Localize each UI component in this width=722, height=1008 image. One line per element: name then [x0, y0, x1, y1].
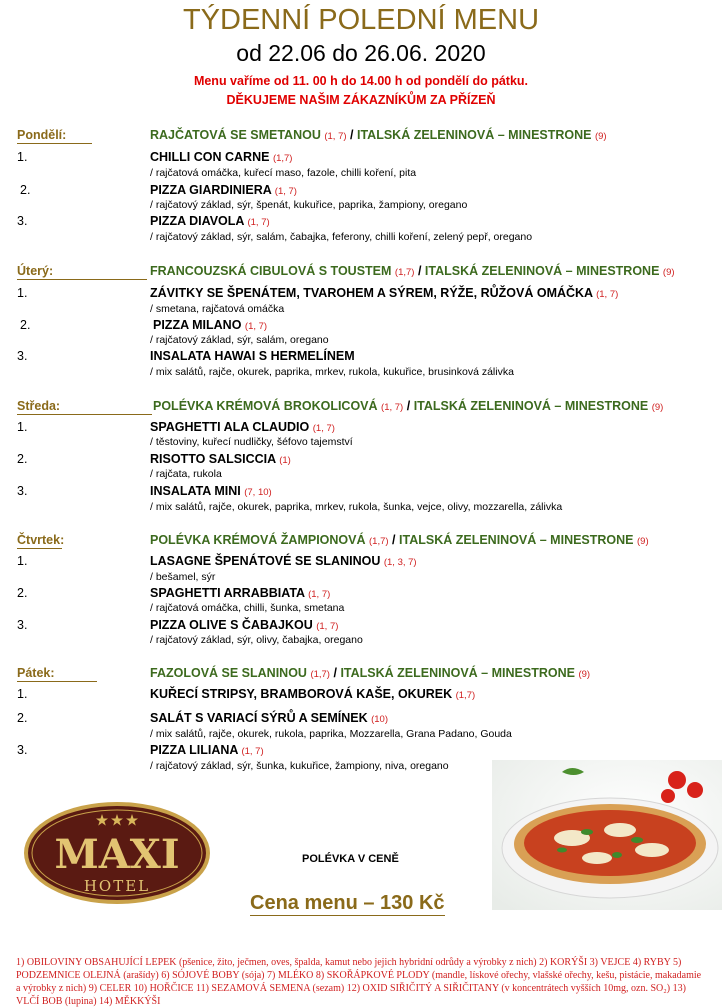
dish-allergens: (1, 7): [244, 321, 268, 332]
dish-title: INSALATA HAWAI S HERMELÍNEM: [150, 349, 355, 363]
soup-allergens: (9): [662, 267, 675, 278]
dish-description: / rajčatový základ, sýr, salám, oregano: [150, 334, 329, 346]
soup-allergens: (1,7): [394, 267, 415, 278]
hours-notice: Menu vaříme od 11. 00 h do 14.00 h od pondělí do pátku.: [193, 74, 529, 88]
day-label: Středa:: [17, 399, 61, 413]
day-label: Pondělí:: [17, 128, 67, 142]
logo-main-text: MAXI: [54, 831, 180, 878]
maxi-hotel-logo: [22, 800, 212, 906]
dish-name: [150, 214, 270, 228]
dish-title: CHILLI CON CARNE: [150, 150, 270, 164]
soup-name: RAJČATOVÁ SE SMETANOU: [150, 128, 321, 142]
dish-title: KUŘECÍ STRIPSY, BRAMBOROVÁ KAŠE, OKUREK: [150, 687, 453, 701]
dish-title: SPAGHETTI ALA CLAUDIO: [150, 420, 310, 434]
soup-name: ITALSKÁ ZELENINOVÁ – MINESTRONE: [356, 128, 592, 142]
item-number: 2.: [20, 318, 31, 332]
soup-allergens: (1, 7): [324, 131, 347, 142]
soup-name: ITALSKÁ ZELENINOVÁ – MINESTRONE: [399, 533, 634, 547]
soup-allergens: (9): [651, 402, 664, 413]
dish-title: PIZZA GIARDINIERA: [150, 183, 272, 197]
dish-name: [150, 484, 272, 498]
day-underline: [17, 279, 147, 280]
item-number: 2.: [17, 711, 28, 725]
dish-allergens: (1, 7): [241, 746, 264, 757]
day-soups: [150, 128, 607, 142]
day-label: Úterý:: [17, 264, 54, 278]
soup-separator: /: [417, 264, 422, 278]
item-number: 3.: [17, 214, 28, 228]
day-underline: [17, 143, 92, 144]
dish-title: ZÁVITKY SE ŠPENÁTEM, TVAROHEM A SÝREM, RÝŽE, RŮŽOVÁ OMÁČKA: [150, 286, 593, 300]
soup-allergens: (1, 7): [381, 402, 404, 413]
dish-description: / rajčatová omáčka, chilli, šunka, smetana: [150, 602, 345, 614]
dish-description: / rajčatový základ, sýr, špenát, kukuřice, paprika, žampiony, oregano: [150, 199, 468, 211]
dish-name: [153, 318, 267, 332]
dish-allergens: (1): [279, 455, 291, 466]
soup-name: FRANCOUZSKÁ CIBULOVÁ S TOUSTEM: [150, 264, 392, 278]
dish-name: [150, 183, 297, 197]
dish-description: / mix salátů, rajče, okurek, paprika, mrkev, rukola, kukuřice, brusinková zálivka: [150, 366, 514, 378]
dish-name: [150, 711, 388, 725]
soup-allergens: (9): [637, 536, 649, 547]
dish-title: SALÁT S VARIACÍ SÝRŮ A SEMÍNEK: [150, 711, 368, 725]
dish-description: / bešamel, sýr: [150, 571, 216, 583]
dish-description: / rajčatový základ, sýr, šunka, kukuřice, žampiony, niva, oregano: [150, 760, 449, 772]
dish-name: [150, 452, 291, 466]
dish-description: / smetana, rajčatová omáčka: [150, 303, 285, 315]
dish-description: / těstoviny, kuřecí nudličky, šéfovo tajemství: [150, 436, 353, 448]
soup-allergens: (9): [594, 131, 607, 142]
item-number: 2.: [17, 452, 28, 466]
logo-sub-text: HOTEL: [83, 877, 151, 895]
dish-allergens: (10): [371, 714, 388, 725]
thanks-notice: DĚKUJEME NAŠIM ZÁKAZNÍKŮM ZA PŘÍZEŇ: [226, 93, 496, 107]
allergen-legend: 1) OBILOVINY OBSAHUJÍCÍ LEPEK (pšenice, žito, ječmen, oves, špalda, kamut nebo jejich hybridní odrůdy a výrobky z nich) 2) KORÝŠI 3) VEJCE 4) RYBY 5) PODZEMNICE OLEJNÁ (arašídy) 6) SÓJOVÉ BOBY (sója) 7) MLÉKO 8) SKOŘÁPKOVÉ PLODY (mandle, lískové ořechy, vlašské ořechy, kešu, pistácie, makadamie a výrobky z nich) 9) CELER 10) HOŘČICE 11) SEZAMOVÁ SEMENA (sezam) 12) OXID SIŘIČITÝ A SIŘIČITANY (v koncentrátech vyšších 10mg, ozn. SO₂) 13) VLČÍ BOB (lupina) 14) MĚKKÝŠI: [16, 957, 702, 1007]
menu-price: Cena menu – 130 Kč: [250, 892, 445, 914]
dish-title: PIZZA MILANO: [153, 318, 242, 332]
dish-allergens: (1, 7): [596, 289, 619, 300]
dish-name: [150, 618, 338, 632]
day-label: Čtvrtek:: [17, 533, 65, 547]
soup-allergens: (9): [578, 669, 591, 680]
day-soups: [150, 533, 649, 547]
dish-description: / rajčatový základ, sýr, salám, čabajka, feferony, chilli koření, zelený pepř, oregano: [150, 231, 533, 243]
day-soups: [150, 666, 590, 680]
item-number: 3.: [17, 484, 28, 498]
item-number: 1.: [17, 554, 28, 568]
day-soups: [153, 399, 663, 413]
dish-description: / mix salátů, rajče, okurek, rukola, paprika, Mozzarella, Grana Padano, Gouda: [150, 728, 512, 740]
dish-allergens: (7, 10): [244, 487, 272, 498]
dish-name: [150, 687, 475, 701]
dish-allergens: (1, 7): [274, 186, 297, 197]
dish-name: [150, 420, 335, 434]
dish-allergens: (1, 7): [312, 423, 335, 434]
dish-title: INSALATA MINI: [150, 484, 241, 498]
dish-description: / mix salátů, rajče, okurek, paprika, mrkev, rukola, šunka, vejce, olivy, mozzarella, zálivka: [150, 501, 563, 513]
soup-allergens: (1,7): [310, 669, 330, 680]
dish-name: [150, 554, 417, 568]
day-underline: [17, 548, 62, 549]
soup-name: POLÉVKA KRÉMOVÁ ŽAMPIONOVÁ: [150, 533, 366, 547]
soup-separator: /: [392, 533, 396, 547]
item-number: 3.: [17, 743, 28, 757]
dish-name: [150, 349, 355, 363]
soup-name: ITALSKÁ ZELENINOVÁ – MINESTRONE: [424, 264, 660, 278]
dish-allergens: (1,7): [272, 153, 293, 164]
soup-allergens: (1,7): [369, 536, 389, 547]
dish-allergens: (1, 3, 7): [383, 557, 417, 568]
day-underline: [17, 414, 152, 415]
dish-title: SPAGHETTI ARRABBIATA: [150, 586, 305, 600]
item-number: 2.: [20, 183, 31, 197]
day-soups: [150, 264, 675, 278]
dish-title: PIZZA DIAVOLA: [150, 214, 244, 228]
day-underline: [17, 681, 97, 682]
dish-name: [150, 286, 618, 300]
item-number: 2.: [17, 586, 28, 600]
dish-allergens: (1, 7): [316, 621, 339, 632]
item-number: 3.: [17, 349, 28, 363]
item-number: 1.: [17, 687, 28, 701]
dish-description: / rajčatová omáčka, kuřecí maso, fazole, chilli koření, pita: [150, 167, 417, 179]
item-number: 3.: [17, 618, 28, 632]
dish-allergens: (1, 7): [308, 589, 331, 600]
menu-title: TÝDENNÍ POLEDNÍ MENU: [182, 4, 540, 36]
dish-description: / rajčatový základ, sýr, olivy, čabajka, oregano: [150, 634, 363, 646]
dish-name: [150, 743, 264, 757]
dish-description: / rajčata, rukola: [150, 468, 222, 480]
soup-name: ITALSKÁ ZELENINOVÁ – MINESTRONE: [340, 666, 575, 680]
item-number: 1.: [17, 286, 28, 300]
dish-title: PIZZA OLIVE S ČABAJKOU: [150, 618, 313, 632]
soup-name: POLÉVKA KRÉMOVÁ BROKOLICOVÁ: [153, 399, 378, 413]
dish-allergens: (1,7): [455, 690, 476, 701]
soup-separator: /: [350, 128, 354, 142]
soup-separator: /: [406, 399, 411, 413]
soup-name: FAZOLOVÁ SE SLANINOU: [150, 666, 307, 680]
dish-allergens: (1, 7): [247, 217, 270, 228]
soup-name: ITALSKÁ ZELENINOVÁ – MINESTRONE: [413, 399, 649, 413]
dish-name: [150, 586, 330, 600]
dish-title: LASAGNE ŠPENÁTOVÉ SE SLANINOU: [150, 554, 381, 568]
item-number: 1.: [17, 420, 28, 434]
soup-included: POLÉVKA V CENĚ: [302, 853, 399, 865]
dish-title: PIZZA LILIANA: [150, 743, 238, 757]
item-number: 1.: [17, 150, 28, 164]
dish-name: [150, 150, 292, 164]
soup-separator: /: [333, 666, 337, 680]
day-label: Pátek:: [17, 666, 55, 680]
dish-title: RISOTTO SALSICCIA: [150, 452, 276, 466]
menu-dates: od 22.06 do 26.06. 2020: [236, 40, 486, 66]
pizza-photo: [492, 760, 722, 910]
